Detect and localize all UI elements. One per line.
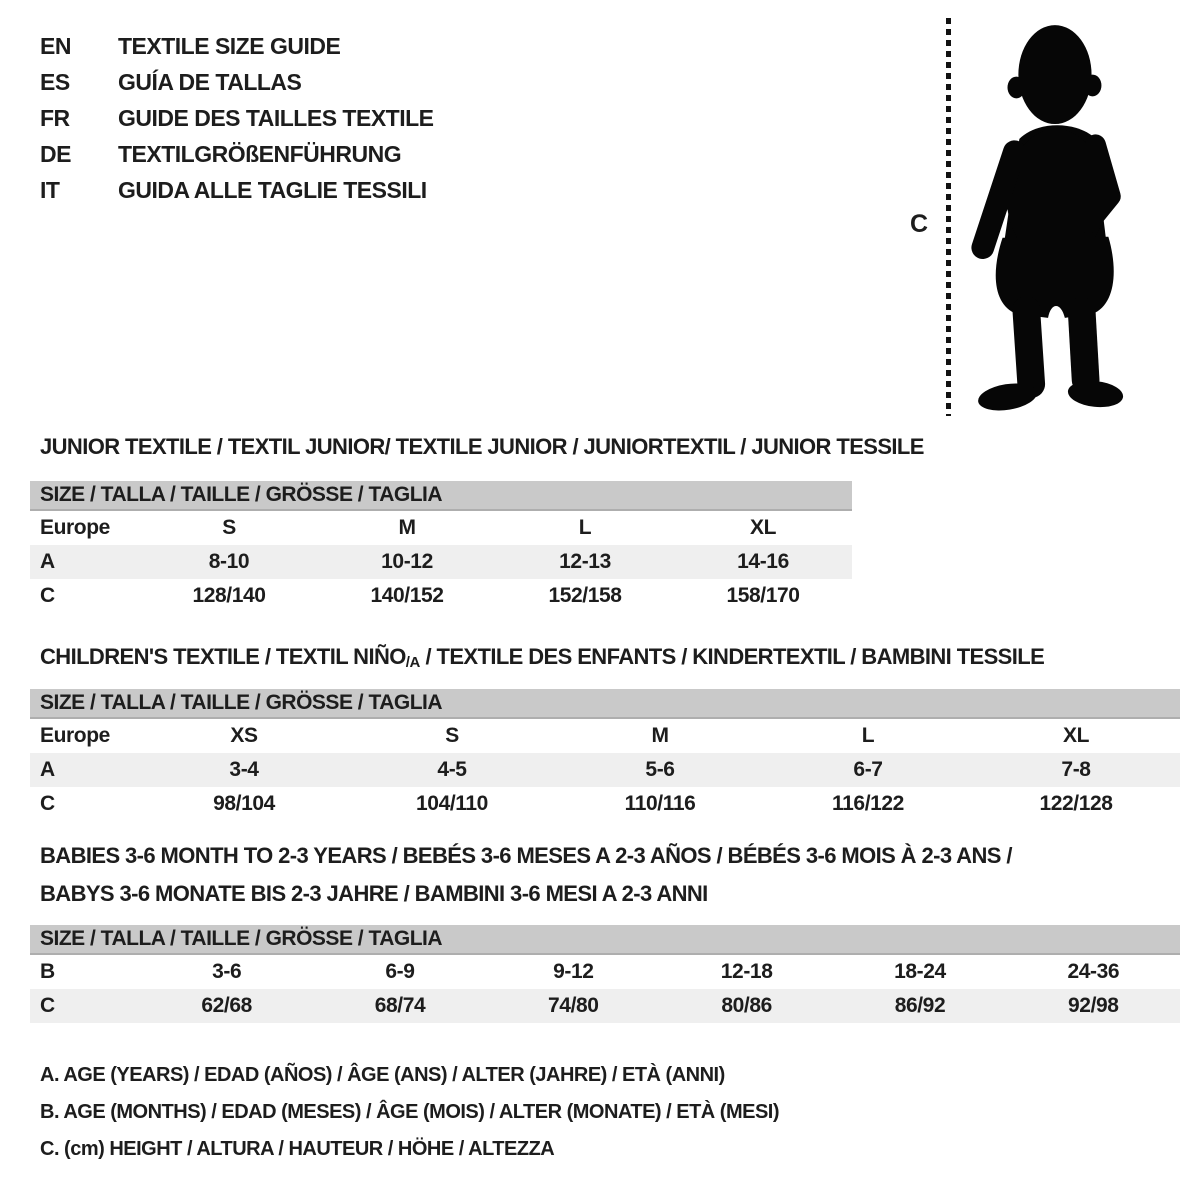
row-label: Europe — [40, 724, 110, 747]
size-cell: 92/98 — [1068, 994, 1119, 1017]
guide-title-de: TEXTILGRÖßENFÜHRUNG — [118, 140, 402, 167]
row-label: C — [40, 584, 55, 607]
size-cell: L — [861, 724, 875, 747]
size-cell: 5-6 — [645, 758, 675, 781]
size-cell: 74/80 — [548, 994, 599, 1017]
size-cell: M — [398, 516, 416, 539]
size-cell: L — [578, 516, 592, 539]
section-title-children-sub: /A — [405, 654, 420, 671]
legend-line-age-months: B. AGE (MONTHS) / EDAD (MESES) / ÂGE (MOIS) / ALTER (MONATE) / ETÀ (MESI) — [40, 1101, 780, 1123]
babies-size-table — [30, 925, 1180, 1023]
size-cell: 12-18 — [720, 960, 773, 983]
size-cell: 152/158 — [548, 584, 622, 607]
size-cell: 104/110 — [416, 792, 488, 815]
legend-line-age-years: A. AGE (YEARS) / EDAD (AÑOS) / ÂGE (ANS) / ALTER (JAHRE) / ETÀ (ANNI) — [40, 1064, 725, 1086]
size-cell: 4-5 — [437, 758, 467, 781]
language-code: DE — [40, 140, 71, 167]
table-row-age — [30, 545, 852, 579]
row-label: Europe — [40, 516, 110, 539]
row-label: A — [40, 550, 55, 573]
section-title-children — [40, 644, 1044, 671]
height-measure-label: C — [910, 210, 929, 238]
size-header-bar: SIZE / TALLA / TAILLE / GRÖSSE / TAGLIA — [30, 689, 1180, 719]
size-cell: 140/152 — [370, 584, 444, 607]
size-cell: 14-16 — [737, 550, 789, 573]
size-cell: 62/68 — [201, 994, 252, 1017]
language-code: IT — [40, 176, 60, 203]
size-cell: 110/116 — [624, 792, 696, 815]
language-row-it — [40, 172, 434, 208]
section-title-children-rest: / TEXTILE DES ENFANTS / KINDERTEXTIL / BAMBINI TESSILE — [419, 644, 1045, 669]
size-cell: 98/104 — [213, 792, 275, 815]
baby-silhouette-icon — [963, 16, 1141, 416]
guide-title-en: TEXTILE SIZE GUIDE — [118, 32, 341, 59]
size-cell: 86/92 — [894, 994, 946, 1017]
legend — [40, 1064, 779, 1175]
section-title-junior: JUNIOR TEXTILE / TEXTIL JUNIOR/ TEXTILE JUNIOR / JUNIORTEXTIL / JUNIOR TESSILE — [40, 434, 924, 459]
size-cell: 12-13 — [559, 550, 611, 573]
size-cell: XS — [230, 724, 258, 747]
language-row-de — [40, 136, 434, 172]
size-cell: 128/140 — [192, 584, 266, 607]
table-row-height — [30, 787, 1180, 821]
size-cell: 10-12 — [381, 550, 433, 573]
table-row-age — [30, 753, 1180, 787]
section-title-babies-line1: BABIES 3-6 MONTH TO 2-3 YEARS / BEBÉS 3-6 MESES A 2-3 AÑOS / BÉBÉS 3-6 MOIS À 2-3 ANS / — [40, 843, 1012, 868]
size-cell: 18-24 — [894, 960, 946, 983]
children-size-table — [30, 689, 1180, 821]
size-cell: S — [445, 724, 459, 747]
size-header-bar: SIZE / TALLA / TAILLE / GRÖSSE / TAGLIA — [30, 481, 852, 511]
junior-size-table — [30, 481, 852, 613]
table-row-europe — [30, 719, 1180, 753]
height-measure-dashed-line — [946, 18, 951, 416]
size-cell: 3-6 — [212, 960, 242, 983]
size-cell: 116/122 — [832, 792, 904, 815]
language-code: ES — [40, 68, 70, 95]
language-title-list — [40, 28, 434, 208]
table-row-height — [30, 989, 1180, 1023]
size-cell: 8-10 — [208, 550, 250, 573]
size-cell: 80/86 — [721, 994, 772, 1017]
size-cell: 7-8 — [1061, 758, 1091, 781]
section-title-babies-line2: BABYS 3-6 MONATE BIS 2-3 JAHRE / BAMBINI 3-6 MESI A 2-3 ANNI — [40, 881, 708, 906]
guide-title-fr: GUIDE DES TAILLES TEXTILE — [118, 104, 434, 131]
guide-title-it: GUIDA ALLE TAGLIE TESSILI — [118, 176, 427, 203]
size-cell: 6-9 — [385, 960, 415, 983]
row-label: C — [40, 792, 55, 815]
size-cell: XL — [1062, 724, 1090, 747]
row-label: B — [40, 960, 55, 983]
size-cell: S — [222, 516, 236, 539]
size-header-bar: SIZE / TALLA / TAILLE / GRÖSSE / TAGLIA — [30, 925, 1180, 955]
language-row-fr — [40, 100, 434, 136]
row-label: A — [40, 758, 55, 781]
guide-title-es: GUÍA DE TALLAS — [118, 68, 302, 95]
row-label: C — [40, 994, 55, 1017]
table-row-height — [30, 579, 852, 613]
size-cell: 158/170 — [726, 584, 800, 607]
language-row-en — [40, 28, 434, 64]
size-cell: 68/74 — [374, 994, 426, 1017]
language-code: EN — [40, 32, 71, 59]
table-row-europe — [30, 511, 852, 545]
size-cell: XL — [749, 516, 777, 539]
size-cell: 24-36 — [1067, 960, 1120, 983]
section-title-children-main: CHILDREN'S TEXTILE / TEXTIL NIÑO — [40, 644, 406, 669]
size-cell: 9-12 — [553, 960, 594, 983]
table-row-age-months — [30, 955, 1180, 989]
size-cell: M — [651, 724, 669, 747]
legend-line-height: C. (cm) HEIGHT / ALTURA / HAUTEUR / HÖHE / ALTEZZA — [40, 1138, 555, 1160]
size-cell: 3-4 — [229, 758, 259, 781]
size-cell: 6-7 — [853, 758, 883, 781]
size-cell: 122/128 — [1039, 792, 1113, 815]
language-row-es — [40, 64, 434, 100]
language-code: FR — [40, 104, 70, 131]
